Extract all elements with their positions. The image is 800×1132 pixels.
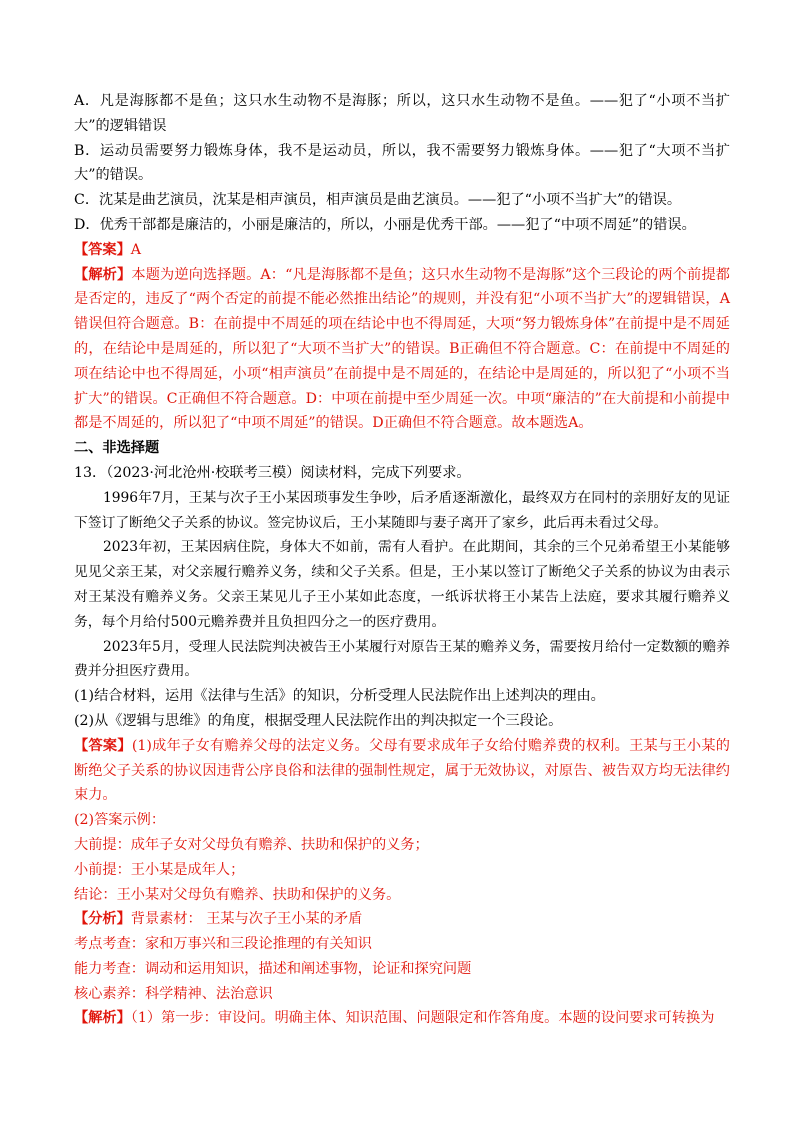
minor-premise: 小前提：王小某是成年人； bbox=[74, 861, 245, 878]
answer-tag: 【答案】 bbox=[74, 241, 131, 258]
option-d: D．优秀干部都是廉洁的，小丽是廉洁的，所以，小丽是优秀干部。——犯了“中项不周延”的错误。 bbox=[74, 216, 696, 233]
analysis-tag: 【解析】 bbox=[74, 266, 132, 283]
major-premise: 大前提：成年子女对父母负有赡养、扶助和保护的义务； bbox=[74, 836, 429, 853]
option-a: A．凡是海豚都不是鱼；这只水生动物不是海豚；所以，这只水生动物不是鱼。——犯了“小项不当扩大”的逻辑错误 bbox=[74, 93, 730, 134]
question-1: (1)结合材料，运用《法律与生活》的知识，分析受理人民法院作出上述判决的理由。 bbox=[74, 688, 605, 705]
answer-tag: 【答案】 bbox=[74, 737, 132, 754]
background-text: 背景素材： 王某与次子王小某的矛盾 bbox=[130, 911, 363, 928]
conclusion: 结论：王小某对父母负有赡养、扶助和保护的义务。 bbox=[74, 886, 401, 903]
option-c: C．沈某是曲艺演员，沈某是相声演员，相声演员是曲艺演员。——犯了“小项不当扩大”的错误。 bbox=[74, 192, 682, 209]
q12-analysis bbox=[74, 263, 730, 437]
q13-answer-2-head: (2)答案示例： bbox=[74, 812, 166, 829]
question-2: (2)从《逻辑与思维》的角度，根据受理人民法院作出的判决拟定一个三段论。 bbox=[74, 712, 563, 729]
answer-text: (1)成年子女有赡养父母的法定义务。父母有要求成年子女给付赡养费的权利。王某与王小某的断绝父子关系的协议因违背公序良俗和法律的强制性规定，属于无效协议，对原告、被告双方均无法律约束力。 bbox=[74, 737, 730, 804]
document-page bbox=[74, 89, 730, 1031]
suyang-line: 核心素养：科学精神、法治意识 bbox=[74, 985, 273, 1002]
option-b: B．运动员需要努力锻炼身体，我不是运动员，所以，我不需要努力锻炼身体。——犯了“大项不当扩大”的错误。 bbox=[74, 142, 730, 184]
analysis-text: 本题为逆向选择题。A：“凡是海豚都不是鱼；这只水生动物不是海豚”这个三段论的两个前提都是否定的，违反了“两个否定的前提不能必然推出结论”的规则，并没有犯“小项不当扩大”的逻辑错误，A错误但符合题意。B：在前提中不周延的项在结论中也不得周延，大项“努力锻炼身体”在前提中是不周延的，在结论中是周延的，所以犯了“大项不当扩大”的错误。B正确但不符合题意。C：在前提中不周延的项在结论中也不得周延，小项“相声演员”在前提中是不周延的，在结论中是周延的，所以犯了“小项不当扩大”的错误。C正确但不符合题意。D：中项在前提中至少周延一次。中项“廉洁的”在大前提和小前提中都是不周延的，所以犯了“中项不周延”的错误。D正确但不符合题意。故本题选A。 bbox=[74, 266, 730, 432]
section-title: 二、非选择题 bbox=[74, 440, 160, 457]
answer-value: A bbox=[130, 241, 142, 258]
q12-answer bbox=[74, 238, 730, 263]
q13-answer-1 bbox=[74, 734, 730, 808]
q13-stem: 13．（2023·河北沧州·校联考三模）阅读材料，完成下列要求。 bbox=[74, 464, 471, 481]
kaodian-line: 考点考查：家和万事兴和三段论推理的有关知识 bbox=[74, 936, 372, 953]
analysis-tag: 【解析】 bbox=[74, 1010, 131, 1027]
analysis-text: （1）第一步：审设问。明确主体、知识范围、问题限定和作答角度。本题的设问要求可转换为 bbox=[130, 1010, 715, 1027]
q13-analysis-intro bbox=[74, 907, 730, 932]
analysis-intro-tag: 【分析】 bbox=[74, 911, 131, 928]
material-paragraph: 2023年初，王某因病住院，身体大不如前，需有人看护。在此期间，其余的三个兄弟希望王小某能够见见父亲王某，对父亲履行赡养义务，续和父子关系。但是，王小某以签订了断绝父子关系的协议为由表示对王某没有赡养义务。父亲王某见儿子王小某如此态度，一纸诉状将王小某告上法庭，要求其履行赡养义务，每个月给付500元赡养费并且负担四分之一的医疗费用。 bbox=[74, 539, 730, 630]
material-paragraph: 2023年5月，受理人民法院判决被告王小某履行对原告王某的赡养义务，需要按月给付一定数额的赡养费并分担医疗费用。 bbox=[74, 638, 730, 680]
nengli-line: 能力考查：调动和运用知识，描述和阐述事物，论证和探究问题 bbox=[74, 960, 472, 977]
material-paragraph: 1996年7月，王某与次子王小某因琐事发生争吵，后矛盾逐渐激化，最终双方在同村的亲朋好友的见证下签订了断绝父子关系的协议。签完协议后，王小某随即与妻子离开了家乡，此后再未看过父母。 bbox=[74, 489, 730, 531]
q13-analysis bbox=[74, 1006, 730, 1031]
